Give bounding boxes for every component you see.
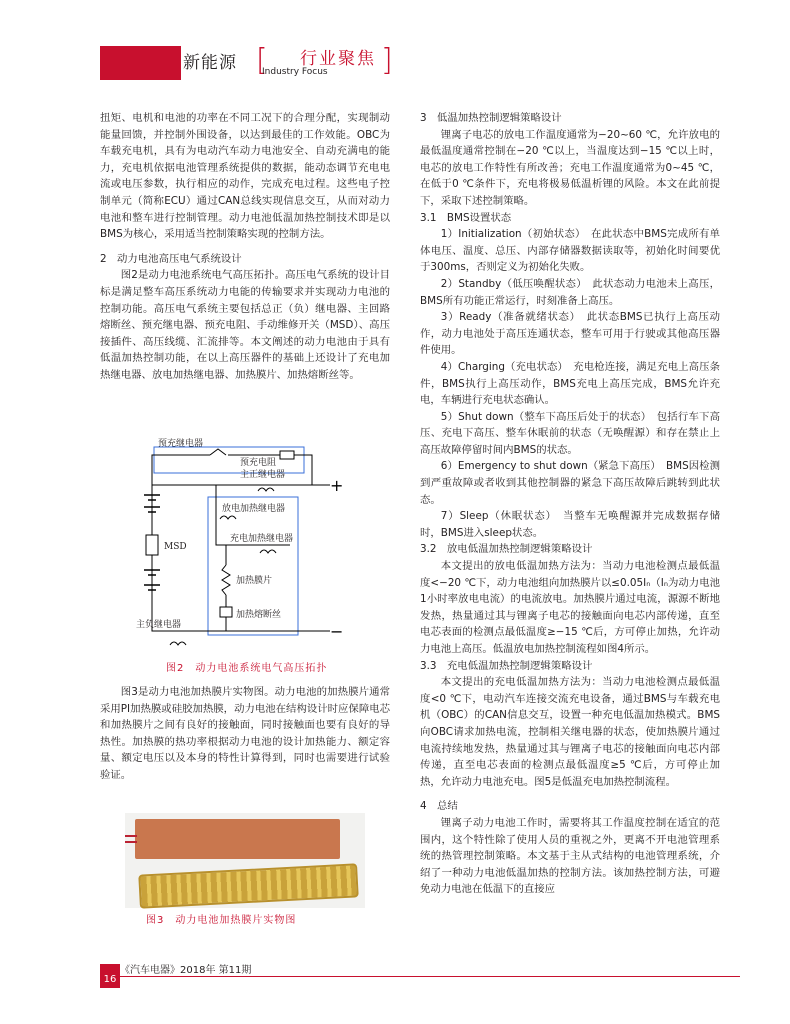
state-ready: 3）Ready（准备就绪状态） 此状态BMS已执行上高压动作，动力电池处于高压连通状态，整车可用于行驶或其他高压器件使用。 xyxy=(420,311,720,357)
section-heading-3: 3 低温加热控制逻辑策略设计 xyxy=(420,112,562,124)
paragraph: 锂离子动力电池工作时，需要将其工作温度控制在适宜的范围内，这个特性除了使用人员的重视之外，更离不开电池管理系统的热管理控制策略。本文基于主从式结构的电池管理系统，介绍了一种动力电池低温加热的控制方法。该加热控制方法，可避免动力电池在低温下的直接应 xyxy=(420,816,720,896)
lead-wire xyxy=(125,841,137,843)
terminal-plus: + xyxy=(330,476,344,495)
column-title-en: Industry Focus xyxy=(262,67,328,77)
hv-topology-diagram xyxy=(130,435,370,653)
heating-film-photo xyxy=(125,813,365,908)
header-red-bar xyxy=(100,46,181,80)
label-main-positive-relay: 主正继电器 xyxy=(240,470,286,480)
section-heading-2: 2 动力电池高压电气系统设计 xyxy=(100,252,242,265)
subsection-heading-3-3: 3.3 充电低温加热控制逻辑策略设计 xyxy=(420,659,593,672)
precharge-resistor xyxy=(280,451,294,459)
state-initialization: 1）Initialization（初始状态） 在此状态中BMS完成所有单体电压、温度、总压、内部存储器数据读取等，初始化时间要优于300ms，否则定义为初始化失败。 xyxy=(420,228,720,274)
label-heating-fuse: 加热熔断丝 xyxy=(236,610,282,620)
pi-heating-film xyxy=(138,863,358,908)
right-bracket: ] xyxy=(381,43,393,78)
lead-wire xyxy=(125,835,137,837)
state-shut-down: 5）Shut down（整车下高压后处于的状态） 包括行车下高压、充电下高压、整车休眠前的状态（无唤醒源）和存在禁止上高压故障停留时间内BMS的状态。 xyxy=(420,410,720,456)
section-title: 新能源 xyxy=(183,53,237,73)
state-charging: 4）Charging（充电状态） 充电枪连接，满足充电上高压条件，BMS执行上高压动作，BMS充电上高压完成，BMS允许充电，车辆进行充电状态确认。 xyxy=(420,360,720,407)
msd-box xyxy=(146,535,158,555)
column-title-zh: 行业聚焦 xyxy=(300,49,376,69)
label-heating-film: 加热膜片 xyxy=(236,576,273,586)
state-standby: 2）Standby（低压唤醒状态） 此状态动力电池未上高压，BMS所有功能正常运行，时刻准备上高压。 xyxy=(420,277,720,307)
subsection-heading-3-2: 3.2 放电低温加热控制逻辑策略设计 xyxy=(420,543,593,556)
section-heading-4: 4 总结 xyxy=(420,800,458,813)
label-precharge-relay: 预充继电器 xyxy=(158,439,204,449)
subsection-heading-3-1: 3.1 BMS设置状态 xyxy=(420,211,512,224)
label-precharge-resistor: 预充电阻 xyxy=(240,458,277,468)
journal-issue: 《汽车电器》2018年 第11期 xyxy=(120,965,252,976)
paragraph: 本文提出的放电低温加热方法为：当动力电池检测点最低温度<−20 ℃下，动力电池组向加热膜片以≤0.05Iₙ（Iₙ为动力电池1小时率放电电流）的电流放电。加热膜片通过电流，源源不断地发热，热量通过其与锂离子电芯的接触面向电芯内部传递，直至电芯表面的检测点最低温度≥−15 ℃后，方可停止加热，允许动力电池上高压。低温放电加热控制流程如图4所示。 xyxy=(420,560,720,655)
figure-3-caption: 图3 动力电池加热膜片实物图 xyxy=(146,915,297,926)
terminal-minus: − xyxy=(330,622,344,641)
state-sleep: 7）Sleep（休眠状态） 当整车无唤醒源并完成数据存储时，BMS进入sleep状态。 xyxy=(420,510,720,539)
footer-rule xyxy=(120,976,740,977)
state-emergency: 6）Emergency to shut down（紧急下高压） BMS因检测到严重故障或者收到其他控制器的紧急下高压故障后跳转到此状态。 xyxy=(420,460,720,506)
paragraph: 图3是动力电池加热膜片实物图。动力电池的加热膜片通常采用PI加热膜或硅胶加热膜，动力电池在结构设计时应保障电芯和加热膜片之间有良好的接触面，同时接触面也要有良好的导热性。加热膜的热功率根据动力电池的设计加热能力、额定容量、额定电压以及本身的特性计算得到，同时也需要进行试验验证。 xyxy=(100,686,390,781)
figure-2-caption: 图2 动力电池系统电气高压拓扑 xyxy=(166,663,328,674)
left-column-bottom xyxy=(100,684,390,784)
heating-film-resistor xyxy=(222,565,230,595)
silicone-heating-film xyxy=(135,819,340,859)
label-msd: MSD xyxy=(164,542,187,552)
label-discharge-heat-relay: 放电加热继电器 xyxy=(222,504,286,514)
label-charge-heat-relay: 充电加热继电器 xyxy=(230,534,294,544)
heating-fuse-symbol xyxy=(220,607,232,617)
paragraph: 锂离子电芯的放电工作温度通常为−20~60 ℃，允许放电的最低温度通常控制在−20 ℃以上，当温度达到−15 ℃以上时，电芯的放电工作特性有所改善；充电工作温度通常为0~45 ℃，在低于0 ℃条件下，充电将极易低温析锂的风险。本文在此前提下，采取下述控制策略。 xyxy=(420,128,720,207)
paragraph: 本文提出的充电低温加热方法为：当动力电池检测点最低温度<0 ℃下，电动汽车连接交流充电设备，通过BMS与车载充电机（OBC）的CAN信息交互，设置一种充电低温加热模式。BMS向OBC请求加热电流，控制相关继电器的状态，使加热膜片通过电流持续地发热，热量通过其与锂离子电芯的接触面向电芯内部传递，直至电芯表面的检测点最低温度≥5 ℃后，方可停止加热，允许动力电池充电。图5是低温充电加热控制流程。 xyxy=(420,676,720,788)
page-number: 16 xyxy=(100,964,120,988)
label-main-negative-relay: 主负继电器 xyxy=(136,620,182,630)
left-column-top xyxy=(100,110,390,384)
paragraph: 图2是动力电池系统电气高压拓扑。高压电气系统的设计目标是满足整车高压系统动力电能的传输要求并实现动力电池的控制功能。高压电气系统主要包括总正（负）继电器、主回路熔断丝、预充继电器、预充电阻、手动维修开关（MSD）、高压接插件、高压线缆、汇流排等。本文阐述的动力电池由于具有低温加热控制功能，在以上高压器件的基础上还设计了充电加热继电器、放电加热继电器、加热膜片、加热熔断丝等。 xyxy=(100,269,390,381)
right-column xyxy=(420,110,720,898)
left-bracket: [ xyxy=(256,43,268,78)
paragraph: 扭矩、电机和电池的功率在不同工况下的合理分配，实现制动能量回馈，并控制外围设备，以达到最佳的工作效能。OBC为车载充电机，具有为电动汽车动力电池安全、自动充满电的能力，充电机依据电池管理系统提供的数据，能动态调节充电电流或电压参数，执行相应的动作，完成充电过程。这些电子控制单元（简称ECU）通过CAN总线实现信息交互，从而对动力电池和整车进行控制管理。动力电池低温加热控制技术即是以BMS为核心，采用适当控制策略实现的控制方法。 xyxy=(100,112,390,241)
